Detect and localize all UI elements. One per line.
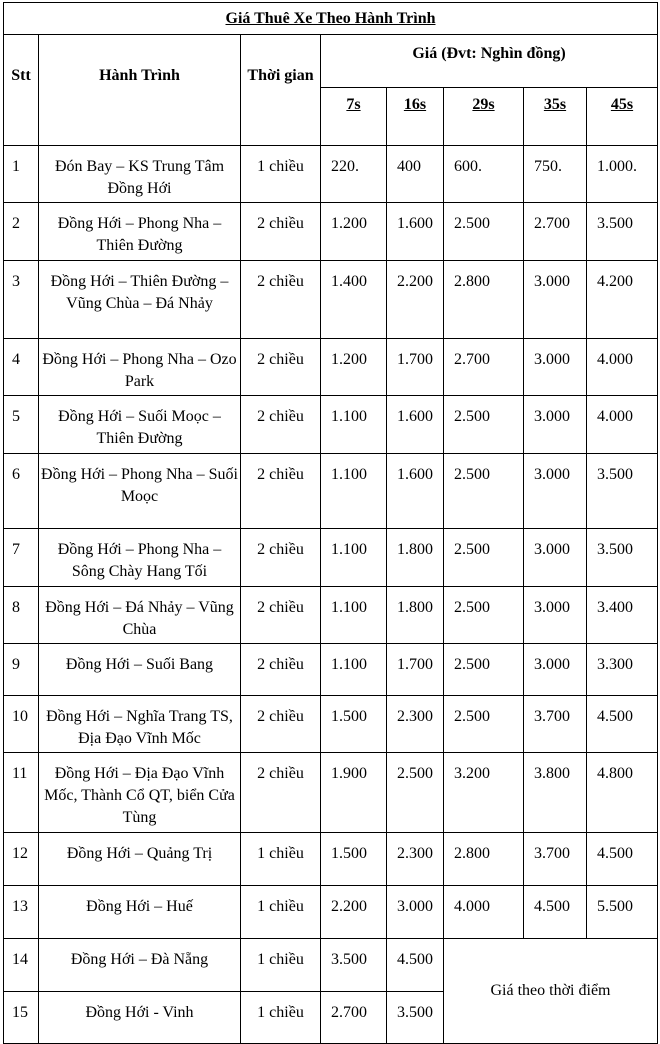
price-16s: 1.800 bbox=[387, 529, 444, 587]
price-45s: 4.200 bbox=[587, 261, 658, 339]
price-35s: 3.000 bbox=[524, 529, 587, 587]
price-29s: 2.500 bbox=[444, 644, 524, 696]
row-route: Đồng Hới – Suối Bang bbox=[39, 644, 241, 696]
price-35s: 3.800 bbox=[524, 753, 587, 833]
price-7s: 3.500 bbox=[321, 939, 387, 992]
header-price: Giá (Đvt: Nghìn đồng) bbox=[321, 35, 658, 88]
table-row bbox=[4, 529, 658, 587]
price-note: Giá theo thời điểm bbox=[444, 939, 658, 1044]
row-route: Đồng Hới – Huế bbox=[39, 886, 241, 939]
row-route: Đồng Hới – Phong Nha – Suối Moọc bbox=[39, 454, 241, 529]
row-stt: 5 bbox=[4, 396, 39, 454]
row-stt: 8 bbox=[4, 587, 39, 644]
price-16s: 3.000 bbox=[387, 886, 444, 939]
header-stt: Stt bbox=[4, 35, 39, 146]
price-29s: 2.500 bbox=[444, 529, 524, 587]
row-route: Đón Bay – KS Trung Tâm Đồng Hới bbox=[39, 146, 241, 203]
row-time: 1 chiều bbox=[241, 886, 321, 939]
price-29s: 2.500 bbox=[444, 396, 524, 454]
price-16s: 1.800 bbox=[387, 587, 444, 644]
price-7s: 220. bbox=[321, 146, 387, 203]
row-route: Đồng Hới – Đá Nhảy – Vũng Chùa bbox=[39, 587, 241, 644]
header-time: Thời gian bbox=[241, 35, 321, 146]
header-route: Hành Trình bbox=[39, 35, 241, 146]
row-route: Đồng Hới – Suối Moọc – Thiên Đường bbox=[39, 396, 241, 454]
price-45s: 4.500 bbox=[587, 833, 658, 886]
row-stt: 4 bbox=[4, 339, 39, 396]
row-stt: 2 bbox=[4, 203, 39, 261]
price-16s: 1.600 bbox=[387, 396, 444, 454]
price-45s: 4.500 bbox=[587, 696, 658, 753]
row-stt: 11 bbox=[4, 753, 39, 833]
price-16s: 2.500 bbox=[387, 753, 444, 833]
price-29s: 2.500 bbox=[444, 203, 524, 261]
row-stt: 14 bbox=[4, 939, 39, 992]
price-16s: 400 bbox=[387, 146, 444, 203]
price-7s: 1.500 bbox=[321, 696, 387, 753]
row-route: Đồng Hới – Đà Nẵng bbox=[39, 939, 241, 992]
price-29s: 2.700 bbox=[444, 339, 524, 396]
price-16s: 1.600 bbox=[387, 454, 444, 529]
price-45s: 4.000 bbox=[587, 339, 658, 396]
price-45s: 1.000. bbox=[587, 146, 658, 203]
price-35s: 3.000 bbox=[524, 261, 587, 339]
header-size-29s: 29s bbox=[444, 88, 524, 146]
price-7s: 1.500 bbox=[321, 833, 387, 886]
table-row bbox=[4, 339, 658, 396]
row-time: 2 chiều bbox=[241, 339, 321, 396]
row-stt: 3 bbox=[4, 261, 39, 339]
table-row bbox=[4, 396, 658, 454]
price-35s: 4.500 bbox=[524, 886, 587, 939]
price-45s: 4.000 bbox=[587, 396, 658, 454]
price-35s: 750. bbox=[524, 146, 587, 203]
price-29s: 4.000 bbox=[444, 886, 524, 939]
price-7s: 1.400 bbox=[321, 261, 387, 339]
row-stt: 7 bbox=[4, 529, 39, 587]
price-45s: 4.800 bbox=[587, 753, 658, 833]
row-time: 1 chiều bbox=[241, 992, 321, 1044]
row-route: Đồng Hới - Vinh bbox=[39, 992, 241, 1044]
row-stt: 13 bbox=[4, 886, 39, 939]
table-row bbox=[4, 939, 658, 992]
row-stt: 12 bbox=[4, 833, 39, 886]
row-time: 1 chiều bbox=[241, 939, 321, 992]
price-29s: 3.200 bbox=[444, 753, 524, 833]
price-29s: 2.500 bbox=[444, 454, 524, 529]
table-row bbox=[4, 203, 658, 261]
row-route: Đồng Hới – Thiên Đường – Vũng Chùa – Đá Nhảy bbox=[39, 261, 241, 339]
row-route: Đồng Hới – Phong Nha – Sông Chày Hang Tối bbox=[39, 529, 241, 587]
table-row bbox=[4, 644, 658, 696]
row-time: 2 chiều bbox=[241, 696, 321, 753]
price-7s: 1.100 bbox=[321, 396, 387, 454]
price-7s: 1.900 bbox=[321, 753, 387, 833]
row-stt: 6 bbox=[4, 454, 39, 529]
row-route: Đồng Hới – Phong Nha – Thiên Đường bbox=[39, 203, 241, 261]
table-row bbox=[4, 696, 658, 753]
header-size-35s: 35s bbox=[524, 88, 587, 146]
price-7s: 1.200 bbox=[321, 339, 387, 396]
price-45s: 3.400 bbox=[587, 587, 658, 644]
table-title: Giá Thuê Xe Theo Hành Trình bbox=[4, 3, 658, 35]
price-45s: 3.500 bbox=[587, 203, 658, 261]
price-16s: 2.300 bbox=[387, 833, 444, 886]
table-row bbox=[4, 833, 658, 886]
table-row bbox=[4, 261, 658, 339]
table-row bbox=[4, 886, 658, 939]
price-16s: 1.600 bbox=[387, 203, 444, 261]
price-7s: 1.100 bbox=[321, 454, 387, 529]
price-45s: 3.500 bbox=[587, 454, 658, 529]
price-7s: 1.200 bbox=[321, 203, 387, 261]
row-time: 2 chiều bbox=[241, 396, 321, 454]
price-29s: 2.500 bbox=[444, 587, 524, 644]
price-35s: 3.000 bbox=[524, 454, 587, 529]
row-route: Đồng Hới – Quảng Trị bbox=[39, 833, 241, 886]
row-time: 2 chiều bbox=[241, 203, 321, 261]
price-16s: 4.500 bbox=[387, 939, 444, 992]
row-time: 2 chiều bbox=[241, 753, 321, 833]
row-route: Đồng Hới – Nghĩa Trang TS, Địa Đạo Vĩnh Mốc bbox=[39, 696, 241, 753]
price-7s: 1.100 bbox=[321, 644, 387, 696]
price-29s: 600. bbox=[444, 146, 524, 203]
price-35s: 3.000 bbox=[524, 644, 587, 696]
row-time: 1 chiều bbox=[241, 146, 321, 203]
price-45s: 3.300 bbox=[587, 644, 658, 696]
table-row bbox=[4, 146, 658, 203]
price-29s: 2.800 bbox=[444, 261, 524, 339]
price-35s: 3.700 bbox=[524, 833, 587, 886]
row-stt: 10 bbox=[4, 696, 39, 753]
row-time: 2 chiều bbox=[241, 644, 321, 696]
price-29s: 2.500 bbox=[444, 696, 524, 753]
price-16s: 2.200 bbox=[387, 261, 444, 339]
row-time: 2 chiều bbox=[241, 529, 321, 587]
price-16s: 1.700 bbox=[387, 339, 444, 396]
price-35s: 3.000 bbox=[524, 587, 587, 644]
table-row bbox=[4, 753, 658, 833]
price-7s: 2.200 bbox=[321, 886, 387, 939]
price-45s: 5.500 bbox=[587, 886, 658, 939]
price-35s: 2.700 bbox=[524, 203, 587, 261]
price-16s: 2.300 bbox=[387, 696, 444, 753]
header-size-45s: 45s bbox=[587, 88, 658, 146]
row-stt: 1 bbox=[4, 146, 39, 203]
price-35s: 3.000 bbox=[524, 339, 587, 396]
table-row bbox=[4, 587, 658, 644]
price-35s: 3.000 bbox=[524, 396, 587, 454]
row-stt: 15 bbox=[4, 992, 39, 1044]
row-route: Đồng Hới – Phong Nha – Ozo Park bbox=[39, 339, 241, 396]
row-route: Đồng Hới – Địa Đạo Vĩnh Mốc, Thành Cổ QT, biển Cửa Tùng bbox=[39, 753, 241, 833]
price-16s: 3.500 bbox=[387, 992, 444, 1044]
table-row bbox=[4, 454, 658, 529]
price-45s: 3.500 bbox=[587, 529, 658, 587]
price-table bbox=[3, 2, 658, 1044]
row-time: 1 chiều bbox=[241, 833, 321, 886]
price-16s: 1.700 bbox=[387, 644, 444, 696]
price-7s: 2.700 bbox=[321, 992, 387, 1044]
row-stt: 9 bbox=[4, 644, 39, 696]
price-29s: 2.800 bbox=[444, 833, 524, 886]
row-time: 2 chiều bbox=[241, 261, 321, 339]
header-size-7s: 7s bbox=[321, 88, 387, 146]
price-7s: 1.100 bbox=[321, 587, 387, 644]
row-time: 2 chiều bbox=[241, 454, 321, 529]
price-35s: 3.700 bbox=[524, 696, 587, 753]
header-size-16s: 16s bbox=[387, 88, 444, 146]
row-time: 2 chiều bbox=[241, 587, 321, 644]
price-7s: 1.100 bbox=[321, 529, 387, 587]
